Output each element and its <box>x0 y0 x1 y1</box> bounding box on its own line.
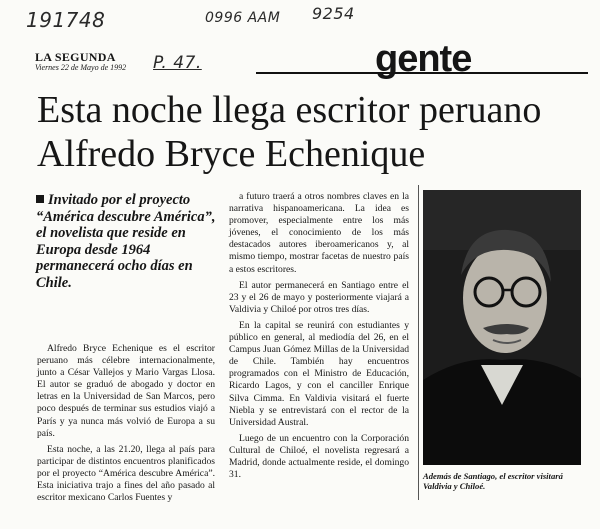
column-rule <box>418 185 419 500</box>
headline: Esta noche llega escritor peruano Alfredo Bryce Echenique <box>37 89 542 175</box>
deck-text: Invitado por el proyecto “América descubre América”, el novelista que reside en Europa desde 1964 permanecerá ocho días en Chile. <box>36 192 216 291</box>
article-column-1 <box>37 343 215 508</box>
handwritten-page-mark: P. 47. <box>153 53 202 73</box>
author-photo <box>423 190 581 465</box>
deck <box>36 192 216 291</box>
newspaper-name: LA SEGUNDA <box>35 50 116 64</box>
issue-date: Viernes 22 de Mayo de 1992 <box>35 63 127 72</box>
photo-caption: Además de Santiago, el escritor visitará Valdivia y Chiloé. <box>423 471 563 491</box>
paragraph: Luego de un encuentro con la Corporación Cultural de Chiloé, el novelista regresará a Madrid, donde actualmente reside, el domingo 31. <box>229 432 409 481</box>
handwritten-id: 9254 <box>312 4 355 23</box>
paragraph: a futuro traerá a otros nombres claves en la narrativa hispanoamericana. La idea es promover, especialmente entre los más jóvenes, el conocimiento de los más destacados autores iberoamericanos y, al mismo tiempo, mostrar facetas de nuestro país a estos escritores. <box>229 191 409 275</box>
section-title: gente <box>375 38 472 80</box>
handwritten-accession-number: 191748 <box>26 8 106 32</box>
article-column-2 <box>229 191 409 485</box>
handwritten-code: 0996 AAM <box>205 10 281 26</box>
paragraph: En la capital se reunirá con estudiantes y público en general, al mediodía del 26, en el Campus Juan Gómez Millas de la Universidad de Chile. También hay encuentros programados con el Ministro de Educación, Ricardo Lagos, y con el canciller Enrique Silva Cimma. En Valdivia visitará el fuerte Niebla y se entrevistará con el rector de la Universidad Austral. <box>229 319 409 428</box>
paragraph: Esta noche, a las 21.20, llega al país para participar de distintos encuentros planificados por el proyecto “América descubre América”. Esta iniciativa trajo a fines del año pasado al escritor mexicano Carlos Fuentes y <box>37 443 215 504</box>
paragraph: Alfredo Bryce Echenique es el escritor peruano más célebre internacionalmente, junto a César Vallejos y Mario Vargas Llosa. El autor se graduó de abogado y doctor en letras en la Universidad de San Marcos, pero poco después de terminar sus estudios viajó a París y ya nunca más volvió de Europa a su país. <box>37 343 215 439</box>
bullet-square-icon <box>36 195 44 203</box>
paragraph: El autor permanecerá en Santiago entre el 23 y el 26 de mayo y posteriormente viajará a Valdivia y Chiloé por otros tres días. <box>229 279 409 315</box>
